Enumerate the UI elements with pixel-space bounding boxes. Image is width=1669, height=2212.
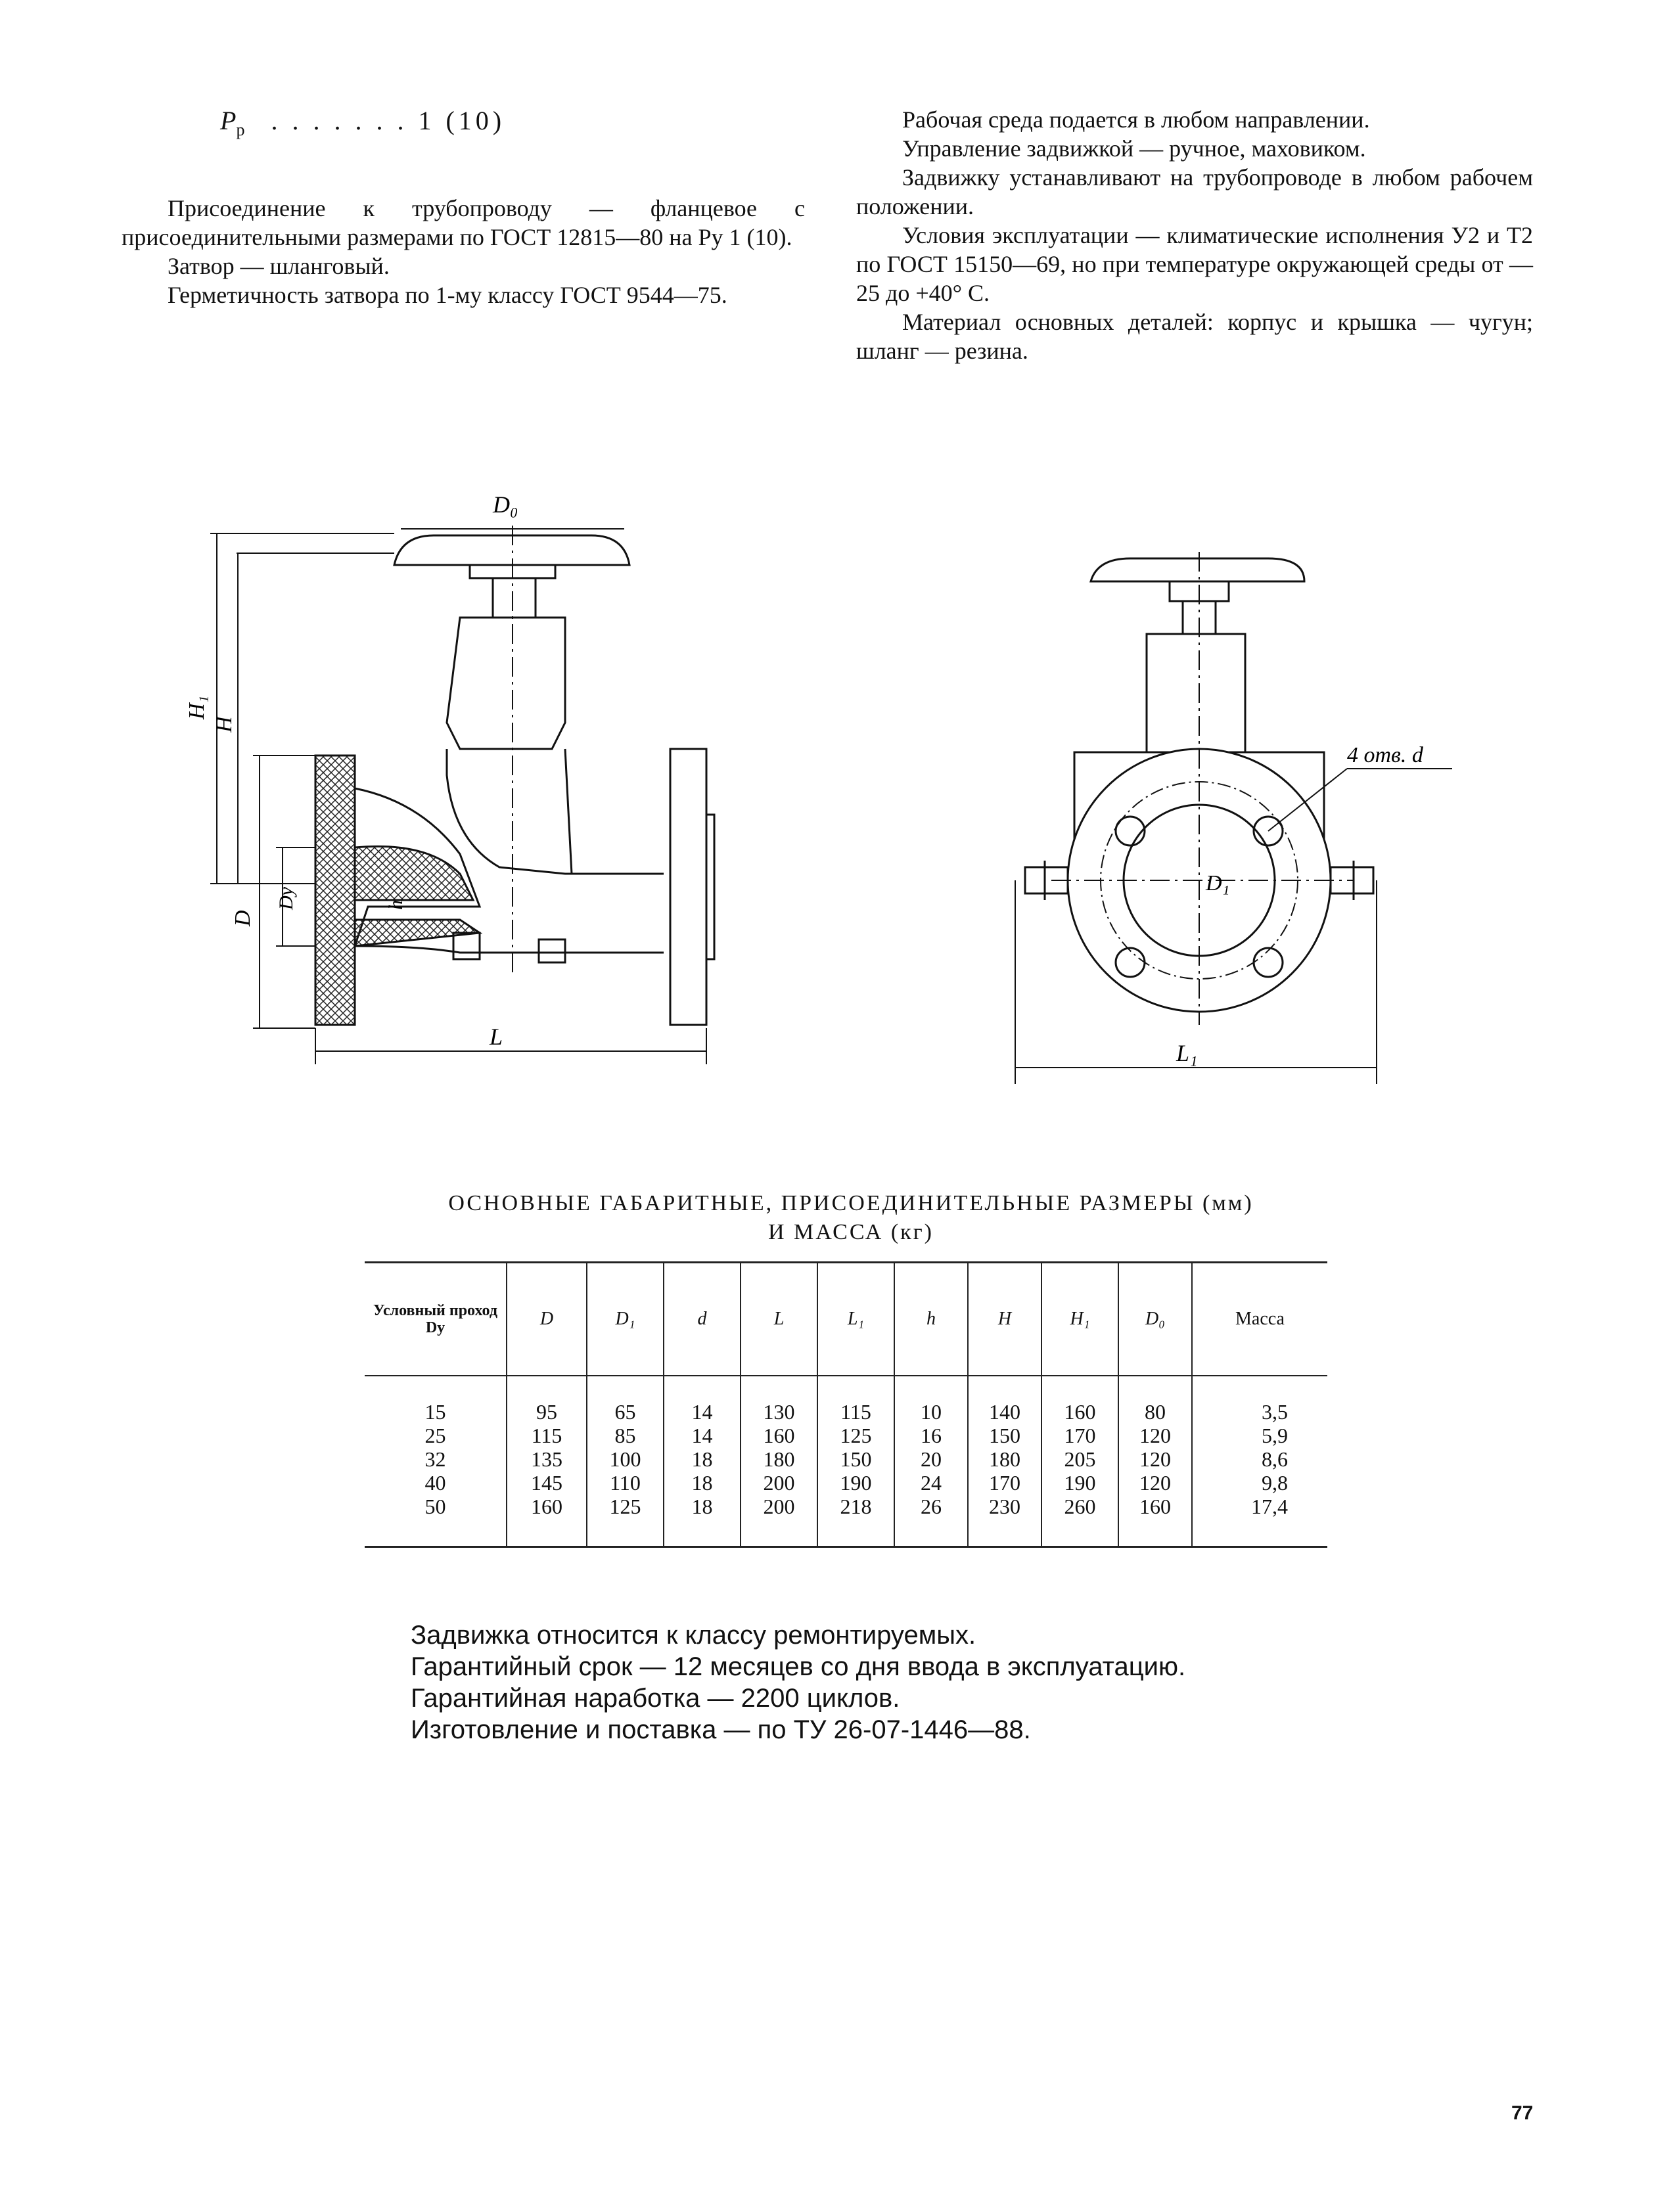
table-cell: 32 bbox=[424, 1447, 446, 1471]
header-cond: Условный проход Dу bbox=[365, 1263, 507, 1376]
header-l1: L₁ bbox=[817, 1263, 894, 1376]
footer-line-repairable: Задвижка относится к классу ремонтируемых. bbox=[411, 1621, 976, 1650]
table-cell: 218 bbox=[840, 1495, 872, 1518]
table-cell: 160 bbox=[763, 1424, 795, 1447]
right-para-install: Задвижку устанавливают на трубопроводе в любом рабочем положении. bbox=[856, 164, 1533, 219]
right-para-control: Управление задвижкой — ручное, маховиком. bbox=[902, 135, 1366, 162]
table-cell: 205 bbox=[1064, 1447, 1096, 1471]
table-cell: 160 bbox=[1064, 1400, 1096, 1424]
table-col-0 bbox=[365, 1376, 507, 1546]
table-cell: 140 bbox=[989, 1400, 1020, 1424]
dimensions-table bbox=[365, 1263, 1327, 1546]
table-cell: 80 bbox=[1145, 1400, 1166, 1424]
table-cell: 150 bbox=[840, 1447, 872, 1471]
table-cell: 50 bbox=[424, 1495, 446, 1518]
pressure-value: . . . . . . . 1 (10) bbox=[271, 106, 506, 135]
table-caption-line1: ОСНОВНЫЕ ГАБАРИТНЫЕ, ПРИСОЕДИНИТЕЛЬНЫЕ РАЗМЕРЫ (мм) bbox=[448, 1191, 1254, 1215]
table-cell: 14 bbox=[691, 1424, 713, 1447]
table-cell: 18 bbox=[691, 1447, 713, 1471]
header-l: L bbox=[741, 1263, 817, 1376]
table-col-3 bbox=[664, 1376, 741, 1546]
right-para-medium: Рабочая среда подается в любом направлении. bbox=[902, 106, 1370, 133]
table-cell: 18 bbox=[691, 1495, 713, 1518]
table-col-2 bbox=[587, 1376, 664, 1546]
label-d: D bbox=[231, 910, 255, 926]
table-cell: 170 bbox=[1064, 1424, 1096, 1447]
table-cell: 125 bbox=[609, 1495, 641, 1518]
table-cell: 25 bbox=[424, 1424, 446, 1447]
table-cell: 260 bbox=[1064, 1495, 1096, 1518]
label-d1: D₁ bbox=[1206, 871, 1230, 895]
table-cell: 180 bbox=[989, 1447, 1020, 1471]
header-d0: D₀ bbox=[1118, 1263, 1192, 1376]
label-h: H bbox=[212, 716, 237, 733]
table-cell: 110 bbox=[610, 1471, 641, 1495]
table-cell: 115 bbox=[840, 1400, 871, 1424]
table-cell: 16 bbox=[921, 1424, 942, 1447]
side-view-drawing bbox=[210, 526, 714, 1064]
table-col-8 bbox=[1041, 1376, 1118, 1546]
table-col-5 bbox=[817, 1376, 894, 1546]
header-dd: d bbox=[664, 1263, 741, 1376]
table-cell: 120 bbox=[1139, 1424, 1171, 1447]
header-d1: D₁ bbox=[587, 1263, 664, 1376]
table-cell: 125 bbox=[840, 1424, 872, 1447]
label-holes: 4 отв. d bbox=[1347, 743, 1423, 767]
table-cell: 190 bbox=[840, 1471, 872, 1495]
table-cell: 85 bbox=[614, 1424, 636, 1447]
label-d0: D₀ bbox=[493, 491, 518, 518]
dimensions-table-wrap bbox=[365, 1261, 1327, 1548]
table-cell: 100 bbox=[609, 1447, 641, 1471]
pressure-subscript: р bbox=[236, 120, 245, 139]
table-col-7 bbox=[968, 1376, 1041, 1546]
table-cell: 190 bbox=[1064, 1471, 1096, 1495]
table-col-10 bbox=[1192, 1376, 1327, 1546]
table-cell: 130 bbox=[763, 1400, 795, 1424]
footer-line-warranty: Гарантийный срок — 12 месяцев со дня ввода в эксплуатацию. bbox=[411, 1652, 1186, 1681]
table-cell: 65 bbox=[614, 1400, 636, 1424]
label-l: L bbox=[490, 1024, 503, 1050]
left-para-connection: Присоединение к трубопроводу — фланцевое с присоединительными размерами по ГОСТ 12815—80 на Pу 1 (10). bbox=[122, 195, 805, 250]
table-cell: 24 bbox=[921, 1471, 942, 1495]
table-cell: 40 bbox=[424, 1471, 446, 1495]
table-cell: 145 bbox=[531, 1471, 562, 1495]
table-cell: 160 bbox=[531, 1495, 562, 1518]
table-col-9 bbox=[1118, 1376, 1192, 1546]
table-cell: 20 bbox=[921, 1447, 942, 1471]
table-cell: 10 bbox=[921, 1400, 942, 1424]
table-caption bbox=[365, 1189, 1337, 1247]
table-cell: 120 bbox=[1139, 1471, 1171, 1495]
table-cell: 170 bbox=[989, 1471, 1020, 1495]
footer-line-cycles: Гарантийная наработка — 2200 циклов. bbox=[411, 1684, 900, 1713]
table-cell: 120 bbox=[1139, 1447, 1171, 1471]
table-col-4 bbox=[741, 1376, 817, 1546]
table-col-6 bbox=[894, 1376, 968, 1546]
right-para-conditions: Условия эксплуатации — климатические исполнения У2 и Т2 по ГОСТ 15150—69, но при температуре окружающей среды от —25 до +40° С. bbox=[856, 222, 1533, 306]
table-cell: 3,5 bbox=[1262, 1400, 1288, 1424]
table-cell: 150 bbox=[989, 1424, 1020, 1447]
table-cell: 200 bbox=[763, 1495, 795, 1518]
footer-notes bbox=[411, 1619, 1185, 1746]
header-mass: Масса bbox=[1192, 1263, 1327, 1376]
label-h1: H₁ bbox=[185, 695, 209, 719]
table-cell: 200 bbox=[763, 1471, 795, 1495]
header-d: D bbox=[507, 1263, 587, 1376]
table-cell: 135 bbox=[531, 1447, 562, 1471]
table-col-1 bbox=[507, 1376, 587, 1546]
table-cell: 9,8 bbox=[1262, 1471, 1288, 1495]
table-cell: 26 bbox=[921, 1495, 942, 1518]
pressure-symbol: P bbox=[220, 106, 237, 135]
left-para-closure: Затвор — шланговый. bbox=[168, 253, 390, 279]
table-cell: 8,6 bbox=[1262, 1447, 1288, 1471]
table-cell: 15 bbox=[424, 1400, 446, 1424]
table-cell: 230 bbox=[989, 1495, 1020, 1518]
label-h-small: h bbox=[385, 900, 407, 910]
table-cell: 160 bbox=[1139, 1495, 1171, 1518]
table-cell: 18 bbox=[691, 1471, 713, 1495]
table-caption-line2: И МАССА (кг) bbox=[768, 1220, 934, 1244]
header-h-small: h bbox=[894, 1263, 968, 1376]
table-cell: 5,9 bbox=[1262, 1424, 1288, 1447]
table-cell: 180 bbox=[763, 1447, 795, 1471]
header-h1: H₁ bbox=[1041, 1263, 1118, 1376]
left-para-tightness: Герметичность затвора по 1-му классу ГОСТ 9544—75. bbox=[168, 282, 727, 308]
front-view-drawing bbox=[1015, 552, 1452, 1084]
page-number: 77 bbox=[1511, 2102, 1534, 2124]
label-l1: L₁ bbox=[1176, 1040, 1198, 1066]
table-cell: 14 bbox=[691, 1400, 713, 1424]
table-cell: 95 bbox=[536, 1400, 557, 1424]
header-h: H bbox=[968, 1263, 1041, 1376]
label-dy: Dу bbox=[275, 887, 297, 910]
table-cell: 17,4 bbox=[1251, 1495, 1288, 1518]
footer-line-manufacture: Изготовление и поставка — по ТУ 26-07-1446—88. bbox=[411, 1715, 1031, 1744]
table-cell: 115 bbox=[531, 1424, 562, 1447]
table-row bbox=[365, 1376, 1327, 1546]
right-para-materials: Материал основных деталей: корпус и крышка — чугун; шланг — резина. bbox=[856, 309, 1533, 364]
